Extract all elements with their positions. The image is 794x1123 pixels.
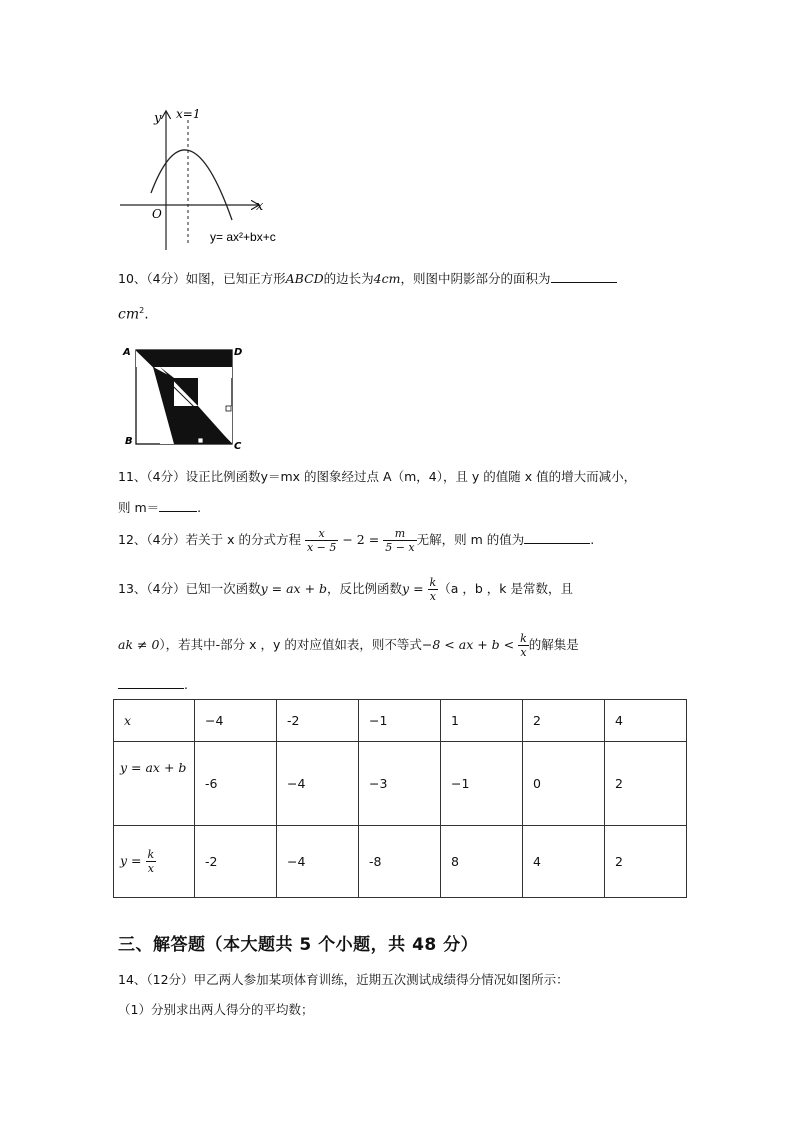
q10-points: （4分） — [146, 271, 186, 286]
q12-answer-blank[interactable] — [524, 531, 590, 544]
q12-frac-2 — [383, 527, 416, 554]
q11-line1: 设正比例函数y＝mx 的图象经过点 A（m，4），且 y 的值随 x 值的增大而减小， — [185, 469, 637, 484]
table-row-inverse — [114, 826, 687, 898]
table-inverse-num: k — [147, 848, 155, 861]
q13-inv-num: k — [429, 576, 437, 589]
x-axis-label: x — [256, 199, 264, 214]
label-d: D — [234, 347, 243, 358]
q12-frac1-num: x — [305, 527, 338, 541]
q13-inv-lhs: y = — [402, 581, 424, 596]
q10-length: 4cm — [373, 271, 401, 286]
q13-inv-frac — [428, 576, 439, 603]
q11-line2-end: . — [197, 500, 202, 515]
q10-text: 如图，已知正方形 — [185, 271, 286, 286]
equation-label: y= ax²+bx+c — [210, 230, 276, 244]
q13-inv-den: x — [429, 590, 436, 603]
q13-line-3 — [118, 676, 188, 694]
q10-number: 10、 — [118, 271, 147, 286]
label-b: B — [125, 436, 133, 447]
q12-number: 12、 — [118, 532, 147, 547]
y-axis-label: y — [154, 111, 162, 126]
table-cell: -8 — [359, 826, 441, 898]
table-row-x — [114, 700, 687, 742]
q11-answer-blank[interactable] — [159, 499, 197, 512]
table-cell: 4 — [523, 826, 605, 898]
q13-text2: ，反比例函数 — [327, 581, 403, 596]
table-cell: 2 — [605, 826, 687, 898]
right-angle-mark-2 — [198, 438, 203, 443]
q13-line2-end: 的解集是 — [528, 637, 579, 652]
q13-text3: （a ，b ，k 是常数，且 — [438, 581, 573, 596]
q12-text1: 若关于 x 的分式方程 — [185, 532, 301, 547]
table-header-x: x — [114, 700, 195, 742]
table-cell: −1 — [441, 742, 523, 826]
q14-sub-1: （1）分别求出两人得分的平均数； — [118, 1002, 314, 1017]
q11-points: （4分） — [146, 469, 186, 484]
table-cell: 4 — [605, 700, 687, 742]
table-cell: −3 — [359, 742, 441, 826]
q10-unit-end: . — [144, 306, 149, 323]
table-cell: 1 — [441, 700, 523, 742]
q10-text-end: ，则图中阴影部分的面积为 — [400, 271, 551, 286]
q12-points: （4分） — [146, 532, 186, 547]
label-c: C — [234, 441, 242, 452]
q13-ineq-num: k — [520, 632, 527, 645]
q13-line2-text: ），若其中-部分 x ，y 的对应值如表，则不等式 — [159, 637, 422, 652]
table-row-linear — [114, 742, 687, 826]
q12-end: . — [590, 532, 595, 547]
question-14 — [118, 971, 569, 989]
square-figure — [120, 340, 250, 455]
table-cell: 2 — [605, 742, 687, 826]
question-10 — [118, 270, 617, 288]
q13-linear: y = ax + b — [260, 581, 328, 596]
question-13 — [118, 576, 573, 603]
value-table — [113, 699, 687, 898]
q10-unit — [118, 306, 149, 323]
origin-label: O — [152, 207, 162, 221]
parabola-curve — [151, 150, 232, 220]
table-cell: 2 — [523, 700, 605, 742]
q13-points: （4分） — [146, 581, 186, 596]
table-inverse-lhs: y = — [120, 853, 142, 868]
question-11 — [118, 468, 636, 486]
q13-ineq-frac — [518, 632, 529, 659]
table-header-linear: y = ax + b — [114, 742, 195, 826]
q12-text2: 无解，则 m 的值为 — [416, 532, 525, 547]
table-header-inverse — [114, 826, 195, 898]
q14-text: 甲乙两人参加某项体育训练，近期五次测试成绩得分情况如图所示： — [193, 972, 569, 987]
q12-mid: − 2 = — [342, 532, 380, 547]
table-cell: −1 — [359, 700, 441, 742]
q10-answer-blank[interactable] — [551, 270, 617, 283]
right-angle-mark-1 — [226, 406, 231, 411]
parabola-graph — [110, 100, 300, 255]
table-cell: -6 — [195, 742, 277, 826]
q13-number: 13、 — [118, 581, 147, 596]
q11-number: 11、 — [118, 469, 147, 484]
table-cell: −4 — [195, 700, 277, 742]
q14-number: 14、 — [118, 972, 147, 987]
section-3-title: 三、解答题（本大题共 5 个小题，共 48 分） — [118, 935, 479, 955]
q12-frac1-den: x − 5 — [306, 541, 337, 554]
q11-line-2 — [118, 499, 201, 517]
q13-answer-blank[interactable] — [118, 676, 184, 689]
q14-points: （12分） — [146, 972, 194, 987]
table-cell: 8 — [441, 826, 523, 898]
table-cell: -2 — [195, 826, 277, 898]
label-a: A — [123, 347, 131, 358]
table-cell: −4 — [277, 742, 359, 826]
q10-unit-text: cm — [118, 306, 140, 323]
q13-cond: ak ≠ 0 — [118, 637, 160, 652]
q11-line2-start: 则 m＝ — [118, 500, 160, 515]
table-cell: 0 — [523, 742, 605, 826]
q10-unit-exp: 2 — [139, 306, 145, 315]
q10-square: ABCD — [285, 271, 324, 286]
q12-frac2-den: 5 − x — [385, 541, 415, 554]
table-cell: -2 — [277, 700, 359, 742]
table-inverse-frac — [146, 848, 157, 875]
question-12 — [118, 527, 594, 554]
q13-ineq-den: x — [520, 646, 527, 659]
q13-ineq: −8 < ax + b < — [421, 637, 515, 652]
shade-lower-wedge — [174, 406, 198, 444]
q13-text1: 已知一次函数 — [185, 581, 261, 596]
q10-text-side: 的边长为 — [323, 271, 374, 286]
q13-line-2 — [118, 632, 579, 659]
q12-frac-1 — [305, 527, 338, 554]
symmetry-label: x=1 — [176, 107, 201, 121]
table-inverse-den: x — [147, 862, 154, 875]
table-cell: −4 — [277, 826, 359, 898]
q13-line3-end: . — [184, 677, 188, 692]
q12-frac2-num: m — [383, 527, 416, 541]
